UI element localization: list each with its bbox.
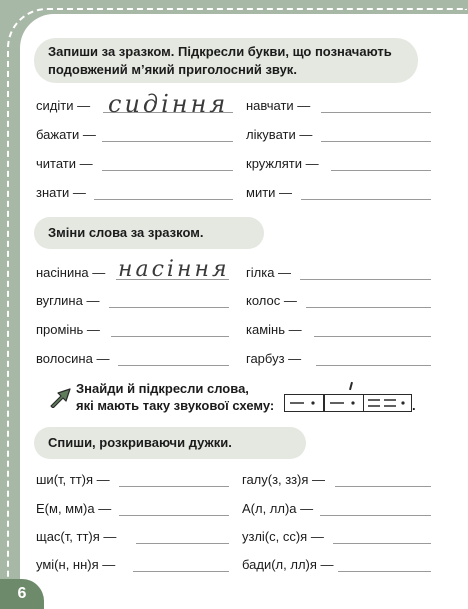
- answer-line[interactable]: [314, 336, 431, 337]
- scheme-syllable: [325, 395, 363, 411]
- task2-right-item: колос —: [246, 293, 297, 308]
- scheme-syllable: [285, 395, 323, 411]
- task1-right-item: кружляти —: [246, 156, 319, 171]
- task3-instruction: [76, 380, 274, 414]
- task2-left-item: промінь —: [36, 322, 100, 337]
- task4-instruction-text: Спиши, розкриваючи дужки.: [48, 435, 232, 450]
- task3-instruction-line1: Знайди й підкресли слова,: [76, 381, 249, 396]
- answer-line[interactable]: [119, 486, 229, 487]
- task1-left-item: бажати —: [36, 127, 96, 142]
- answer-line[interactable]: [94, 199, 233, 200]
- answer-line[interactable]: [316, 365, 431, 366]
- task1-left-item: знати —: [36, 185, 86, 200]
- arrow-icon: [48, 386, 74, 408]
- sound-scheme: [284, 394, 412, 412]
- task1-left-item: сидіти —: [36, 98, 91, 113]
- page-number-text: 6: [17, 585, 27, 602]
- answer-line[interactable]: [102, 141, 233, 142]
- task1-right-item: навчати —: [246, 98, 311, 113]
- answer-line[interactable]: [331, 170, 431, 171]
- answer-line[interactable]: [300, 279, 431, 280]
- task1-instruction: [34, 38, 418, 83]
- scheme-soft-double-dot: [364, 395, 410, 411]
- task4-instruction: [34, 427, 306, 459]
- scheme-dash-dot: [325, 395, 363, 411]
- task2-right-item: камінь —: [246, 322, 302, 337]
- task1-right-item: лікувати —: [246, 127, 313, 142]
- answer-line[interactable]: [306, 307, 431, 308]
- scheme-syllable: [364, 395, 410, 411]
- answer-line[interactable]: [136, 543, 229, 544]
- answer-line[interactable]: [118, 365, 229, 366]
- task2-left-item: насінина —: [36, 265, 106, 280]
- scheme-dash-dot: [285, 395, 323, 411]
- answer-line[interactable]: [102, 170, 233, 171]
- answer-line[interactable]: [320, 515, 431, 516]
- task4-left-item: умі(н, нн)я —: [36, 557, 116, 572]
- answer-line[interactable]: [133, 571, 229, 572]
- answer-line[interactable]: [109, 307, 229, 308]
- stress-mark: [349, 382, 353, 390]
- answer-line[interactable]: [119, 515, 229, 516]
- answer-line[interactable]: [333, 543, 431, 544]
- task1-instruction-line2: подовжений м’який приголосний звук.: [48, 61, 297, 77]
- task4-right-item: галу(з, зз)я —: [242, 472, 326, 487]
- task1-left-item: читати —: [36, 156, 93, 171]
- answer-line[interactable]: [338, 571, 431, 572]
- task4-right-item: бади(л, лл)я —: [242, 557, 334, 572]
- task2-instruction-text: Зміни слова за зразком.: [48, 225, 204, 240]
- answer-line[interactable]: [335, 486, 431, 487]
- task1-sample-answer: сидіння: [108, 90, 229, 118]
- task2-instruction: [34, 217, 264, 249]
- task4-left-item: ши(т, тт)я —: [36, 472, 110, 487]
- answer-line[interactable]: [111, 336, 229, 337]
- task2-right-item: гарбуз —: [246, 351, 302, 366]
- answer-line[interactable]: [321, 112, 431, 113]
- task2-left-item: вуглина —: [36, 293, 100, 308]
- task2-sample-answer: насіння: [118, 257, 230, 282]
- answer-line[interactable]: [321, 141, 431, 142]
- task4-left-item: Е(м, мм)а —: [36, 501, 112, 516]
- task4-left-item: щас(т, тт)я —: [36, 529, 117, 544]
- task2-left-item: волосина —: [36, 351, 110, 366]
- task3-instruction-line2: які мають таку звукової схему:: [76, 398, 275, 413]
- scheme-period: .: [412, 398, 416, 413]
- worksheet: [17, 14, 468, 609]
- task4-right-item: узлі(с, сс)я —: [242, 529, 324, 544]
- task4-right-item: А(л, лл)а —: [242, 501, 314, 516]
- answer-line[interactable]: [301, 199, 431, 200]
- task1-instruction-line1: Запиши за зразком. Підкресли букви, що позначають: [48, 43, 392, 59]
- task1-right-item: мити —: [246, 185, 293, 200]
- task2-right-item: гілка —: [246, 265, 292, 280]
